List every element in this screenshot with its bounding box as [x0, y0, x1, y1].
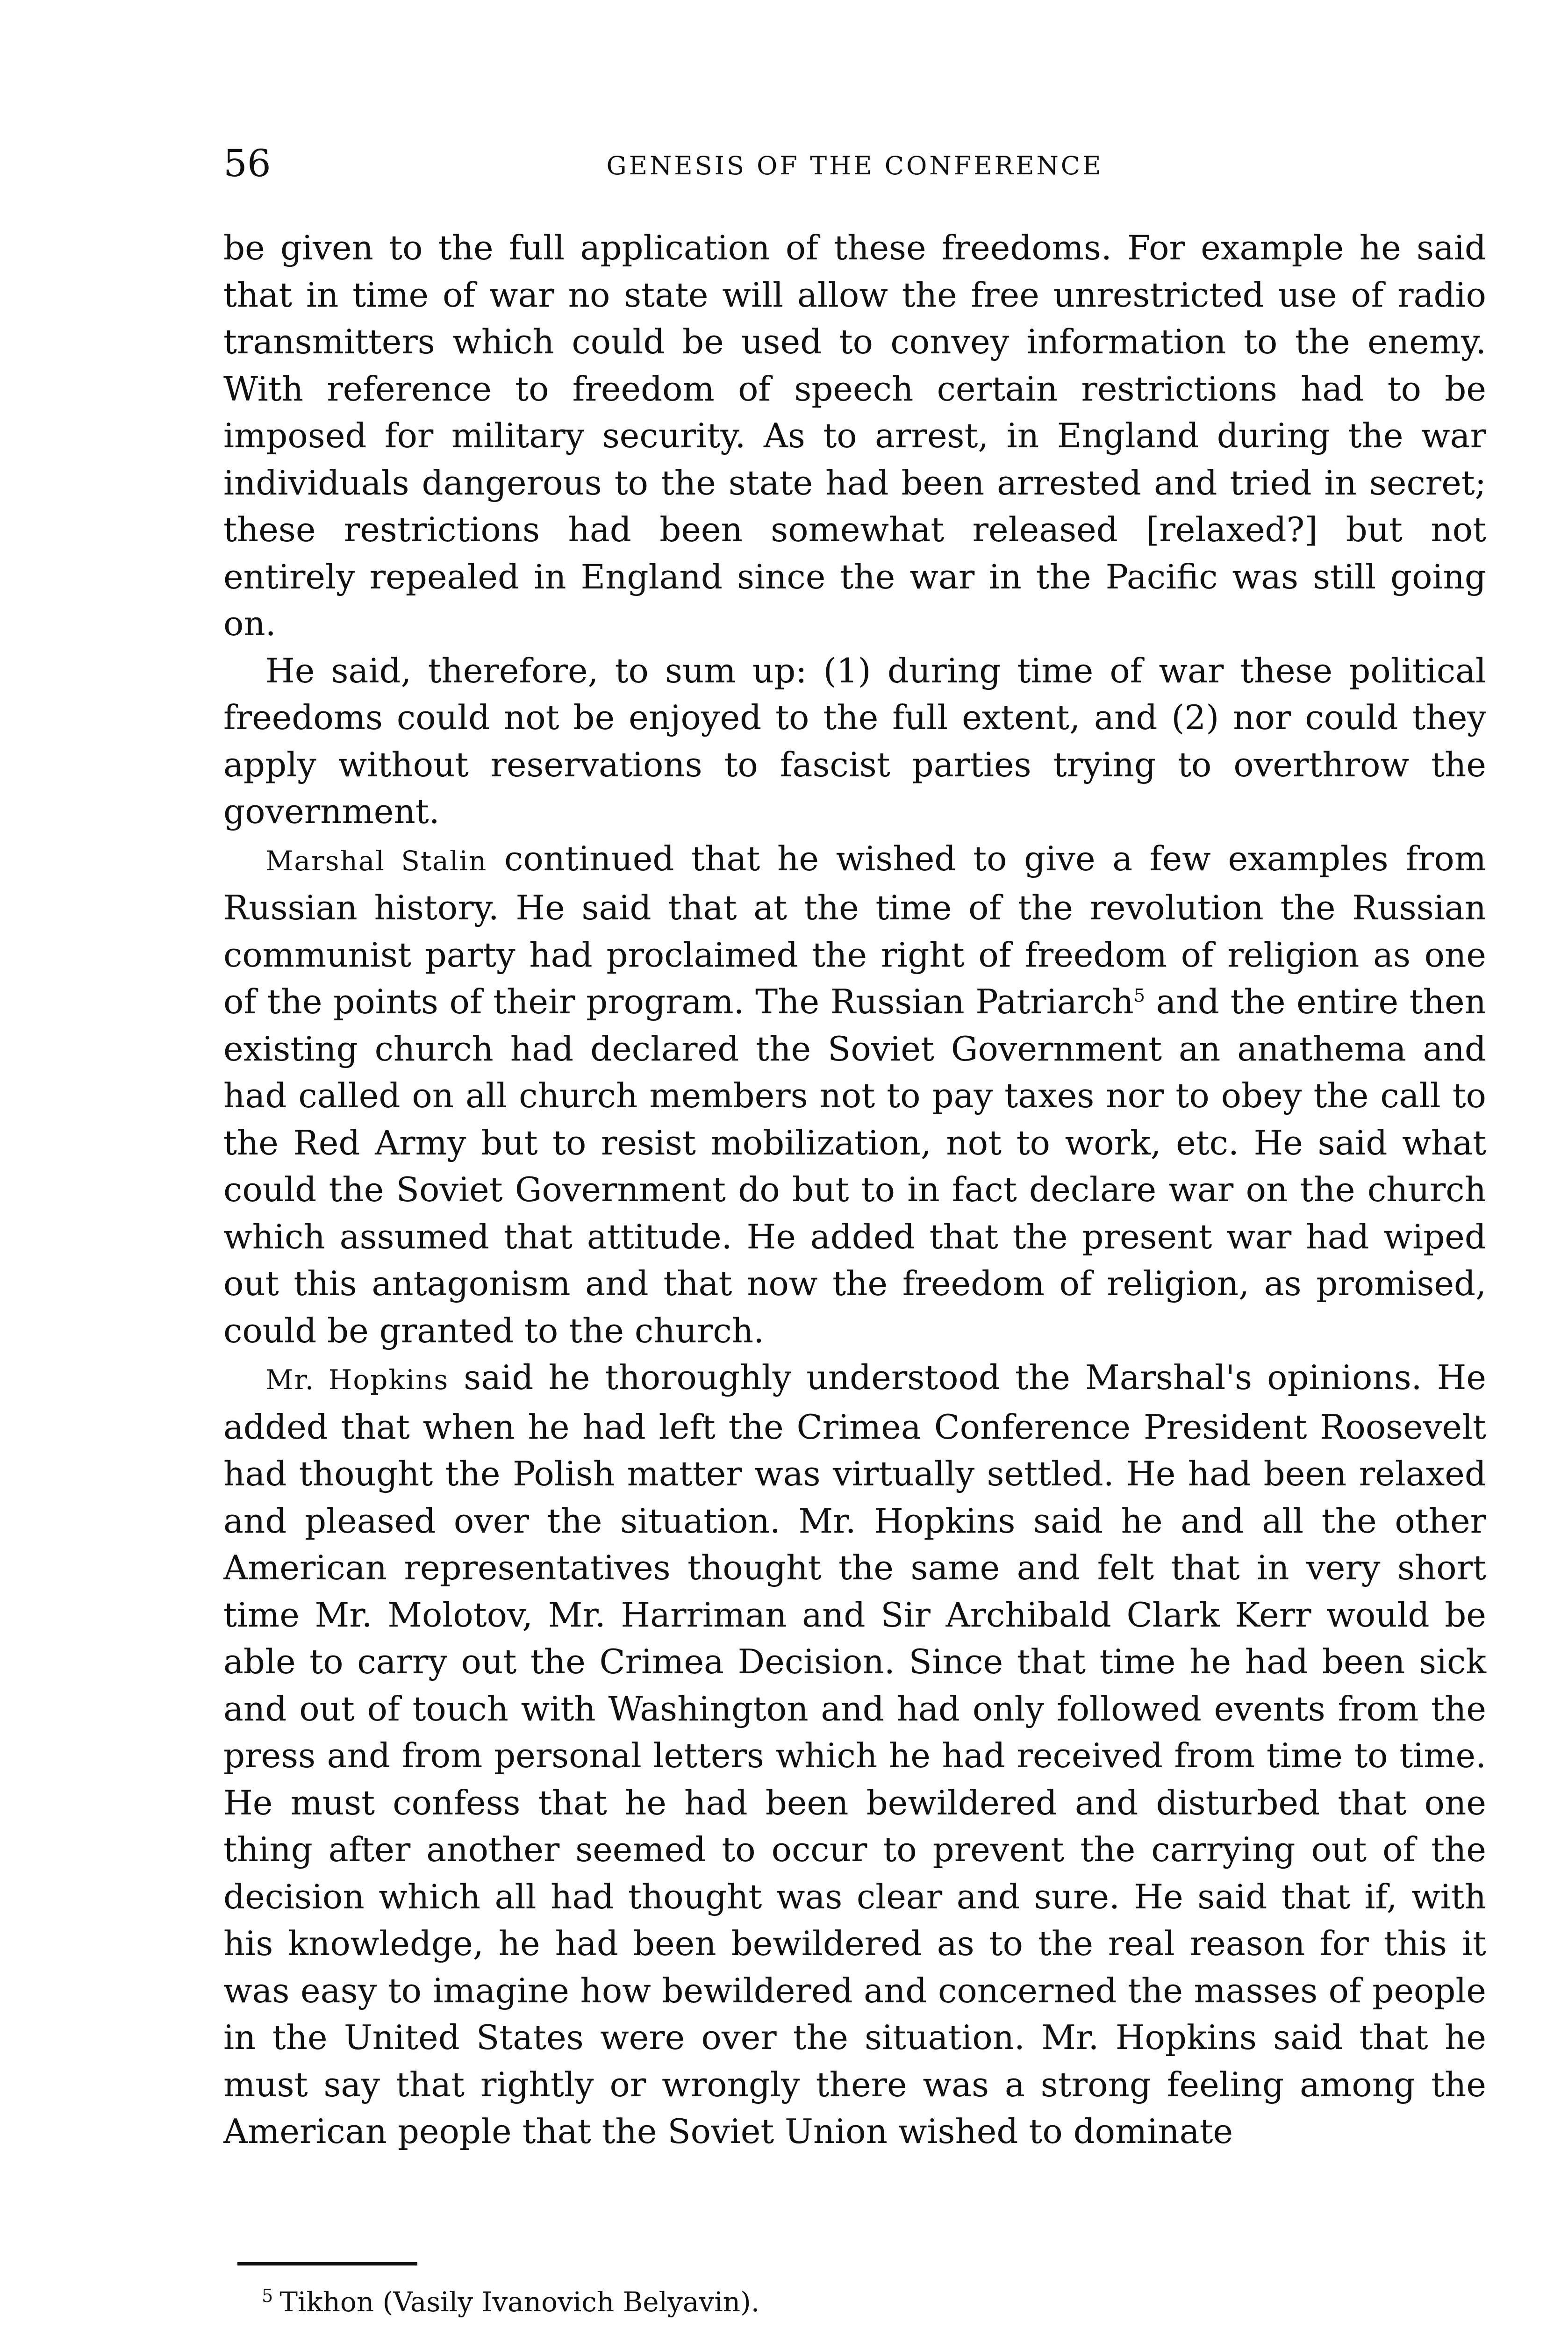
footnote-divider: [237, 2262, 417, 2265]
body-text: [223, 224, 1486, 2155]
running-title: GENESIS OF THE CONFERENCE: [606, 151, 1103, 180]
paragraph-3-text-b: and the entire then existing church had declared the Soviet Government an anathema and had called on all church members not to pay taxes nor to obey the call to the Red Army but to resist mobilization, not to work, etc. He said what could the Soviet Government do but to in fact declare war on the church which assumed that attitude. He added that the present war had wiped out this antagonism and that now the freedom of religion, as promised, could be granted to the church.: [223, 982, 1486, 1350]
page-number: 56: [223, 142, 271, 185]
paragraph-4-text: said he thoroughly understood the Marshal's opinions. He added that when he had left the Crimea Conference President Roosevelt had thought the Polish matter was virtually settled. He had been relaxed and pleased over the situation. Mr. Hopkins said he and all the other American representatives thought the same and felt that in very short time Mr. Molotov, Mr. Harriman and Sir Archibald Clark Kerr would be able to carry out the Crimea Decision. Since that time he had been sick and out of touch with Washington and had only followed events from the press and from personal letters which he had received from time to time. He must confess that he had been bewildered and disturbed that one thing after another seemed to occur to prevent the carrying out of the decision which all had thought was clear and sure. He said that if, with his knowledge, he had been bewildered as to the real reason for this it was easy to imagine how bewildered and concerned the masses of people in the United States were over the situation. Mr. Hopkins said that he must say that rightly or wrongly there was a strong feeling among the American people that the Soviet Union wished to dominate: [223, 1358, 1486, 2151]
paragraph-3-text-a: continued that he wished to give a few examples from Russian history. He said that at the time of the revolution the Russian communist party had proclaimed the right of freedom of religion as one of the points of their program. The Russian Patriarch: [223, 839, 1487, 1021]
footnote-reference: 5: [1133, 985, 1145, 1006]
paragraph-3: [223, 835, 1486, 1355]
paragraph-1: be given to the full application of these freedoms. For example he said that in time of war no state will allow the free unrestricted use of radio transmitters which could be used to convey information to the enemy. With reference to freedom of speech certain restrictions had to be imposed for military security. As to arrest, in England during the war individuals dangerous to the state had been arrested and tried in secret; these restrictions had been somewhat released [relaxed?] but not entirely repealed in England since the war in the Pacific was still going on.: [223, 228, 1486, 643]
speaker-name: Marshal Stalin: [265, 845, 487, 877]
footnote-text: Tikhon (Vasily Ivanovich Belyavin).: [279, 2286, 760, 2318]
paragraph-2: He said, therefore, to sum up: (1) during time of war these political freedoms could not be enjoyed to the full extent, and (2) nor could they apply without reservations to fascist parties trying to overthrow the government.: [223, 651, 1486, 831]
footnote: [262, 2283, 1383, 2321]
speaker-name: Mr. Hopkins: [265, 1364, 449, 1396]
page-header: [223, 140, 1486, 192]
paragraph-4: [223, 1354, 1486, 2155]
footnote-marker: 5: [262, 2285, 273, 2306]
